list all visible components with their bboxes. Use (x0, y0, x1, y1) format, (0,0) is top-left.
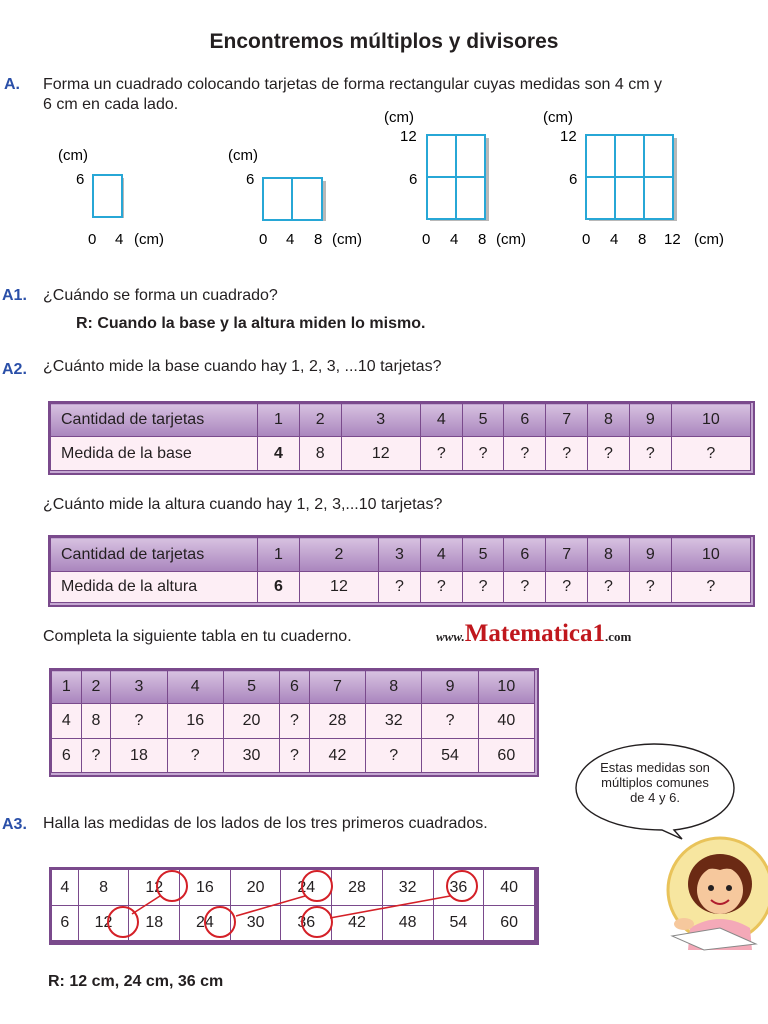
a3-table-cell: 4 (52, 870, 79, 906)
figure-1-unit: (cm) (58, 147, 88, 164)
a3-table-cell: 8 (78, 870, 129, 906)
height-table-header-row (51, 538, 751, 572)
section-a-text-line1: Forma un cuadrado colocando tarjetas de forma rectangular cuyas medidas son 4 cm y (43, 76, 662, 93)
circle-marker (205, 907, 235, 937)
height-table-header-cell: 6 (504, 538, 546, 572)
circle-marker (302, 871, 332, 901)
figure-3-x-unit: (cm) (496, 231, 526, 248)
a3-question: Halla las medidas de los lados de los tres primeros cuadrados. (43, 815, 488, 832)
site-logo-name: Matematica1 (464, 620, 605, 647)
complete-instruction: Completa la siguiente tabla en tu cuaderno. (43, 628, 352, 645)
bubble-line-2: múltiplos comunes (601, 775, 709, 790)
multiples-table (51, 670, 535, 773)
a3-table-cell: 30 (230, 906, 281, 941)
base-table-cell: ? (462, 437, 504, 471)
height-table-cell: ? (379, 572, 421, 603)
figure-4-y-tick-12: 12 (560, 128, 577, 145)
base-table-header-cell: 5 (462, 404, 504, 437)
a1-label: A1. (2, 287, 27, 304)
a3-table-cell: 32 (382, 870, 433, 906)
multiples-table-header-cell: 9 (422, 671, 478, 704)
base-table-header-cell: 2 (299, 404, 341, 437)
height-table-cell: ? (629, 572, 671, 603)
height-table-header-cell: 3 (379, 538, 421, 572)
multiples-table-cell: ? (111, 704, 167, 739)
page-title: Encontremos múltiplos y divisores (209, 30, 559, 53)
height-table (50, 537, 751, 603)
figure-3-x-tick-0: 0 (422, 231, 431, 248)
figure-2-x-tick-0: 0 (259, 231, 268, 248)
a1-question: ¿Cuándo se forma un cuadrado? (43, 287, 278, 304)
figure-1-x-unit: (cm) (134, 231, 164, 248)
figure-2-unit: (cm) (228, 147, 258, 164)
site-logo-prefix: www. (436, 629, 465, 644)
height-table-header-cell: 9 (629, 538, 671, 572)
base-table-header-label: Cantidad de tarjetas (51, 404, 258, 437)
a3-table-cell: 40 (484, 870, 535, 906)
base-table-header-cell: 8 (588, 404, 630, 437)
multiples-table-cell: ? (81, 739, 111, 773)
base-table (50, 403, 751, 471)
figure-4-x-tick-0: 0 (582, 231, 591, 248)
figure-4-x-tick-1: 4 (610, 231, 619, 248)
figure-4-x-tick-3: 12 (664, 231, 681, 248)
figure-1-x-tick-1: 4 (115, 231, 124, 248)
height-table-cell: ? (462, 572, 504, 603)
height-table-header-cell: 1 (258, 538, 300, 572)
multiples-table-cell: 42 (309, 739, 365, 773)
bubble-line-1: Estas medidas son (600, 760, 710, 775)
girl-illustration (660, 832, 768, 952)
figure-3-x-tick-1: 4 (450, 231, 459, 248)
figure-4-x-tick-2: 8 (638, 231, 647, 248)
multiples-table-cell: ? (366, 739, 422, 773)
card-figures (0, 100, 768, 250)
a3-table-cell: 24 (281, 870, 332, 906)
base-table-header-cell: 9 (629, 404, 671, 437)
a3-table-cell: 16 (180, 870, 231, 906)
multiples-table-header-cell: 4 (167, 671, 223, 704)
multiples-table-row-4 (52, 704, 535, 739)
figure-1-y-tick: 6 (76, 171, 85, 188)
base-table-cell: ? (420, 437, 462, 471)
multiples-table-cell: 8 (81, 704, 111, 739)
height-table-header-cell: 5 (462, 538, 504, 572)
height-table-header-label: Cantidad de tarjetas (51, 538, 258, 572)
base-table-cell: ? (629, 437, 671, 471)
a3-table-cell: 36 (433, 870, 484, 906)
multiples-table-header-cell: 1 (52, 671, 82, 704)
height-table-cell: 12 (299, 572, 378, 603)
figure-3-unit: (cm) (384, 109, 414, 126)
circle-marker (447, 871, 477, 901)
figure-2-x-tick-2: 8 (314, 231, 323, 248)
common-multiples-markers (0, 860, 540, 950)
multiples-table-row-6 (52, 739, 535, 773)
multiples-table-header-cell: 8 (366, 671, 422, 704)
figure-3-y-tick-12: 12 (400, 128, 417, 145)
multiples-table-header-row (52, 671, 535, 704)
base-table-row (51, 437, 751, 471)
multiples-table-cell: 18 (111, 739, 167, 773)
multiples-table-cell: 20 (223, 704, 279, 739)
figure-3-y-tick-6: 6 (409, 171, 418, 188)
height-table-row-label: Medida de la altura (51, 572, 258, 603)
height-table-cell: ? (588, 572, 630, 603)
height-table-cell: ? (420, 572, 462, 603)
figure-2-y-tick: 6 (246, 171, 255, 188)
a3-table-cell: 18 (129, 906, 180, 941)
base-table-cell: ? (504, 437, 546, 471)
height-table-header-cell: 10 (671, 538, 750, 572)
circle-marker (157, 871, 187, 901)
height-table-cell: ? (504, 572, 546, 603)
figure-3 (384, 109, 526, 248)
multiples-table-cell: 32 (366, 704, 422, 739)
figure-2-x-tick-1: 4 (286, 231, 295, 248)
base-table-cell: ? (671, 437, 750, 471)
base-table-cell: 4 (258, 437, 300, 471)
bubble-line-3: de 4 y 6. (630, 790, 680, 805)
multiples-table-header-cell: 3 (111, 671, 167, 704)
height-table-header-cell: 7 (546, 538, 588, 572)
multiples-table-cell: ? (280, 704, 310, 739)
multiples-table-cell: ? (167, 739, 223, 773)
figure-1 (58, 147, 164, 248)
multiples-table-cell: ? (422, 704, 478, 739)
figure-2 (228, 147, 362, 248)
site-logo-suffix: .com (605, 629, 632, 644)
multiples-table-header-cell: 6 (280, 671, 310, 704)
multiples-table-header-cell: 5 (223, 671, 279, 704)
circle-marker (108, 907, 138, 937)
base-table-header-cell: 3 (341, 404, 420, 437)
a2-label: A2. (2, 361, 27, 378)
base-table-header-row (51, 404, 751, 437)
figure-4-x-unit: (cm) (694, 231, 724, 248)
base-table-header-cell: 10 (671, 404, 750, 437)
multiples-table-cell: 54 (422, 739, 478, 773)
height-table-cell: ? (671, 572, 750, 603)
multiples-table-cell: 40 (478, 704, 534, 739)
a3-label: A3. (2, 816, 27, 833)
a3-table-cell: 24 (180, 906, 231, 941)
a3-table-cell: 20 (230, 870, 281, 906)
multiples-table-cell: 28 (309, 704, 365, 739)
multiples-table-cell: 60 (478, 739, 534, 773)
a3-table-cell: 28 (332, 870, 383, 906)
figure-3-x-tick-2: 8 (478, 231, 487, 248)
site-logo (436, 620, 631, 648)
figure-4 (543, 109, 724, 248)
height-table-cell: 6 (258, 572, 300, 603)
figure-4-y-tick-6: 6 (569, 171, 578, 188)
base-table-cell: 8 (299, 437, 341, 471)
base-table-header-cell: 7 (546, 404, 588, 437)
figure-2-x-unit: (cm) (332, 231, 362, 248)
a3-table-cell: 60 (484, 906, 535, 941)
section-a-label: A. (4, 76, 20, 93)
multiples-table-cell: 16 (167, 704, 223, 739)
section-a-text-line2: 6 cm en cada lado. (43, 96, 179, 113)
height-table-header-cell: 4 (420, 538, 462, 572)
base-table-cell: ? (546, 437, 588, 471)
multiples-table-cell: 30 (223, 739, 279, 773)
figure-4-unit: (cm) (543, 109, 573, 126)
a3-table-cell: 12 (129, 870, 180, 906)
a1-answer: R: Cuando la base y la altura miden lo mismo. (76, 315, 426, 332)
circle-marker (302, 907, 332, 937)
base-table-cell: 12 (341, 437, 420, 471)
base-table-header-cell: 1 (258, 404, 300, 437)
a2-question-2: ¿Cuánto mide la altura cuando hay 1, 2, 3,...10 tarjetas? (43, 496, 443, 513)
a3-table-cell: 54 (433, 906, 484, 941)
height-table-cell: ? (546, 572, 588, 603)
multiples-table-header-cell: 10 (478, 671, 534, 704)
multiples-table-cell: 6 (52, 739, 82, 773)
base-table-header-cell: 4 (420, 404, 462, 437)
a3-table-cell: 12 (78, 906, 129, 941)
a3-table-cell: 36 (281, 906, 332, 941)
a3-table-cell: 6 (52, 906, 79, 941)
base-table-header-cell: 6 (504, 404, 546, 437)
height-table-header-cell: 8 (588, 538, 630, 572)
height-table-row (51, 572, 751, 603)
a3-table-cell: 42 (332, 906, 383, 941)
multiples-table-cell: 4 (52, 704, 82, 739)
multiples-table-header-cell: 7 (309, 671, 365, 704)
a2-question: ¿Cuánto mide la base cuando hay 1, 2, 3, ...10 tarjetas? (43, 358, 442, 375)
a3-answer: R: 12 cm, 24 cm, 36 cm (48, 973, 224, 990)
a3-table-cell: 48 (382, 906, 433, 941)
height-table-header-cell: 2 (299, 538, 378, 572)
base-table-row-label: Medida de la base (51, 437, 258, 471)
figure-1-x-tick-0: 0 (88, 231, 97, 248)
base-table-cell: ? (588, 437, 630, 471)
multiples-table-header-cell: 2 (81, 671, 111, 704)
bubble-text (580, 760, 730, 805)
multiples-table-cell: ? (280, 739, 310, 773)
